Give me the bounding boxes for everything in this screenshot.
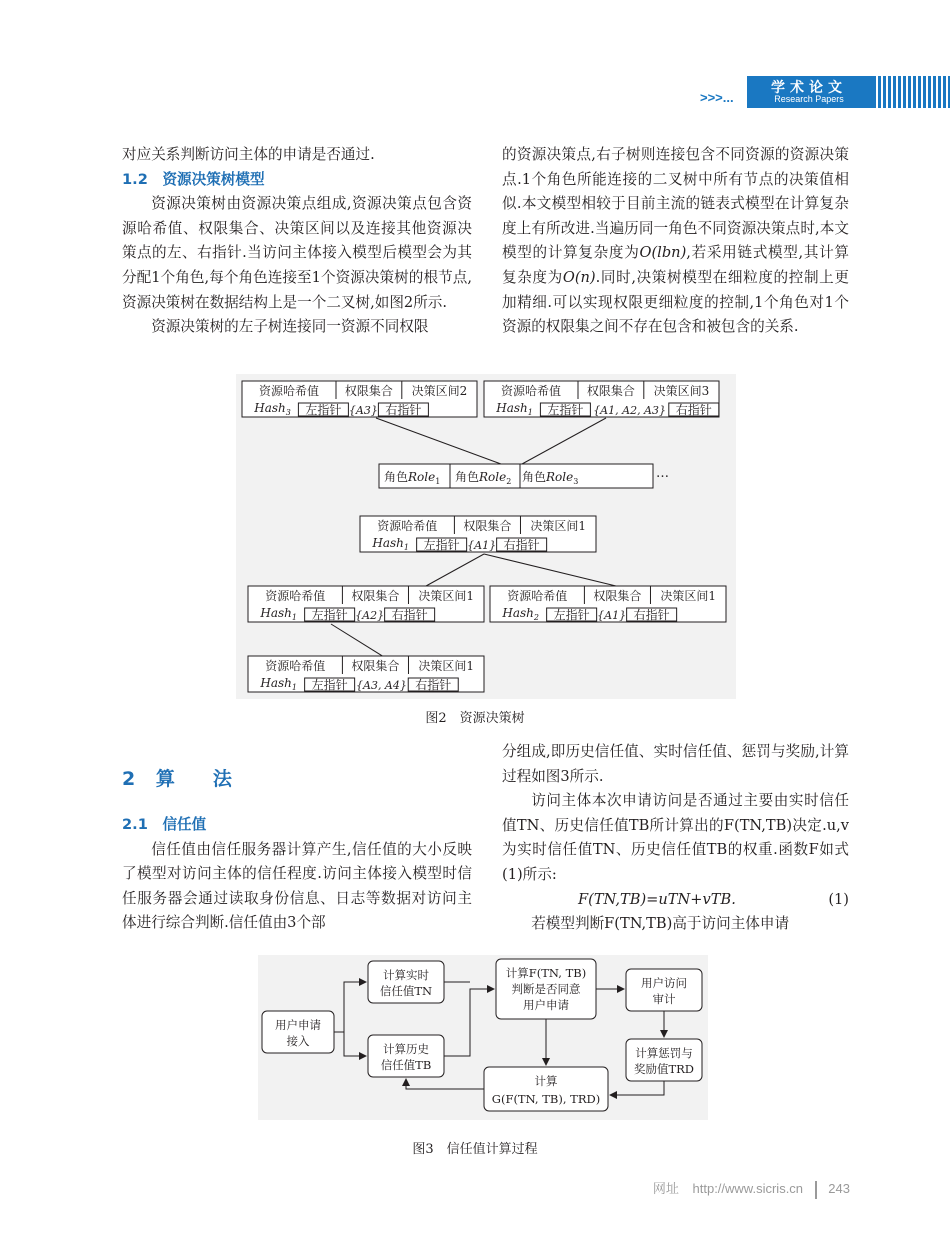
figure-3-caption: 图3 信任值计算过程 <box>412 1142 538 1157</box>
right-column-lower <box>502 740 849 937</box>
interval-label: 决策区间1 <box>418 589 475 603</box>
formula-number: (1) <box>828 890 849 908</box>
hash-label: Hash$_1$ <box>260 606 297 622</box>
perm-set-value: {A2} <box>355 609 385 622</box>
interval-label: 决策区间1 <box>660 589 717 603</box>
decision-node <box>248 656 484 692</box>
role-label: 角色Role$_1$ <box>384 470 441 486</box>
right-pointer: 右指针 <box>415 678 452 692</box>
perm-set-value: {A1} <box>467 539 497 552</box>
math-complexity: O(n) <box>562 268 596 286</box>
hash-value-label: 资源哈希值 <box>377 519 438 533</box>
perm-set-label: 权限集合 <box>593 589 642 603</box>
footer-divider <box>815 1181 817 1199</box>
hash-label: Hash$_1$ <box>496 401 533 417</box>
right-pointer: 右指针 <box>391 608 428 622</box>
text-run: ,若采用链式模型,其计算复杂度为 <box>502 244 849 286</box>
box-label: 判断是否同意 <box>511 982 581 996</box>
hash-label: Hash$_3$ <box>254 401 291 417</box>
left-pointer: 左指针 <box>423 538 460 552</box>
interval-label: 决策区间2 <box>411 384 468 398</box>
left-column <box>122 143 472 340</box>
decision-node <box>242 381 477 417</box>
box-label: 奖励值TRD <box>633 1062 695 1076</box>
section-number: 2 <box>122 768 136 790</box>
perm-set-value: {A3} <box>348 404 378 417</box>
section-heading: 2.1 信任值 <box>122 816 207 833</box>
left-column-lower <box>122 813 472 936</box>
formula: F(TN,TB)=uTN+vTB. <box>578 890 736 908</box>
perm-set-value: {A3, A4} <box>356 679 407 692</box>
box-label: 用户申请 <box>275 1018 321 1032</box>
decision-node <box>248 586 484 622</box>
hash-value-label: 资源哈希值 <box>265 589 326 603</box>
header-arrows: >>>... <box>700 90 734 105</box>
hash-value-label: 资源哈希值 <box>258 384 320 398</box>
page-number: 243 <box>828 1181 850 1196</box>
decision-node <box>490 586 726 622</box>
figure-3-diagram <box>258 955 708 1120</box>
box-label: 计算历史 <box>383 1042 429 1056</box>
interval-label: 决策区间3 <box>653 384 710 398</box>
paragraph: 信任值由信任服务器计算产生,信任值的大小反映了模型对访问主体的信任程度.访问主体接入模型时信任服务器会通过读取身份信息、日志等数据对访问主体进行综合判断.信任值由3个部 <box>122 840 472 932</box>
box-label: 计算F(TN, TB) <box>505 966 587 980</box>
text-run: .同时,决策树模型在细粒度的控制上更加精细.可以实现权限更细粒度的控制,1个角色对1个资源的权限集之间不存在包含和被包含的关系. <box>502 268 849 336</box>
paragraph: 对应关系判断访问主体的申请是否通过. <box>122 146 375 163</box>
formula-row <box>502 888 849 913</box>
role-label: 角色Role$_3$ <box>522 470 579 486</box>
box-label: 用户申请 <box>523 998 569 1012</box>
header-stripes <box>873 76 950 108</box>
page-footer <box>653 1178 850 1199</box>
decision-node <box>484 381 719 417</box>
perm-set-value: {A1} <box>597 609 627 622</box>
box-label: 信任值TB <box>380 1058 432 1072</box>
math-complexity: O(lbn) <box>639 244 687 262</box>
footer-label: 网址 <box>652 1181 679 1196</box>
left-pointer: 左指针 <box>311 608 348 622</box>
interval-label: 决策区间1 <box>530 519 587 533</box>
paragraph: 访问主体本次申请访问是否通过主要由实时信任值TN、历史信任值TB所计算出的F(TN,TB)决定.u,v为实时信任值TN、历史信任值TB的权重.函数F如式(1)所示: <box>502 792 849 883</box>
header-title-en: Research Papers <box>774 94 844 104</box>
section-title: 算 法 <box>155 768 232 790</box>
hash-value-label: 资源哈希值 <box>507 589 568 603</box>
hash-label: Hash$_2$ <box>502 606 539 622</box>
text-run: 的资源决策点,右子树则连接包含不同资源的资源决策点.1个角色所能连接的二叉树中所有节点的决策值相似.本文模型相较于目前主流的链表式模型在计算复杂度上有所改进.当遍历同一角色不同资源决策点时,本文模型的计算复杂度为 <box>502 146 849 262</box>
right-pointer: 右指针 <box>633 608 670 622</box>
hash-value-label: 资源哈希值 <box>265 659 326 673</box>
box-label: 审计 <box>652 992 676 1006</box>
paragraph: 若模型判断F(TN,TB)高于访问主体申请 <box>531 915 790 933</box>
figure-2-caption: 图2 资源决策树 <box>425 711 525 726</box>
box-label: 接入 <box>286 1034 310 1048</box>
perm-set-label: 权限集合 <box>344 384 393 398</box>
hash-value-label: 资源哈希值 <box>500 384 562 398</box>
figure-2-diagram <box>236 374 736 699</box>
role-label: 角色Role$_2$ <box>455 470 512 486</box>
left-pointer: 左指针 <box>305 403 342 417</box>
left-pointer: 左指针 <box>553 608 590 622</box>
paragraph: 资源决策树的左子树连接同一资源不同权限 <box>151 318 429 336</box>
right-column <box>502 143 849 340</box>
perm-set-value: {A1, A2, A3} <box>593 404 667 417</box>
paragraph: 资源决策树由资源决策点组成,资源决策点包含资源哈希值、权限集合、决策区间以及连接其他资源决策点的左、右指针.当访问主体接入模型后模型会为其分配1个角色,每个角色连接至1个资源决策树的根节点,资源决策树在数据结构上是一个二叉树,如图2所示. <box>122 195 472 311</box>
section-heading: 1.2 资源决策树模型 <box>122 170 265 188</box>
box-label: 计算惩罚与 <box>635 1046 693 1060</box>
perm-set-label: 权限集合 <box>351 659 400 673</box>
box-label: 计算实时 <box>383 968 429 982</box>
paragraph: 分组成,即历史信任值、实时信任值、惩罚与奖励,计算过程如图3所示. <box>502 743 849 785</box>
left-pointer: 左指针 <box>547 403 584 417</box>
decision-node <box>360 516 596 552</box>
header-title-cn: 学术论文 <box>771 80 847 96</box>
perm-set-label: 权限集合 <box>351 589 400 603</box>
journal-header <box>700 76 950 110</box>
right-pointer: 右指针 <box>385 403 422 417</box>
perm-set-label: 权限集合 <box>586 384 635 398</box>
box-label: 用户访问 <box>641 976 687 990</box>
footer-url[interactable]: http://www.sicris.cn <box>692 1181 804 1196</box>
header-banner <box>747 76 950 108</box>
paragraph <box>502 143 849 340</box>
right-pointer: 右指针 <box>503 538 540 552</box>
section-2-heading <box>122 764 232 791</box>
box-label: 信任值TN <box>379 984 433 998</box>
interval-label: 决策区间1 <box>418 659 475 673</box>
perm-set-label: 权限集合 <box>463 519 512 533</box>
box-label: 计算 <box>534 1074 558 1088</box>
hash-label: Hash$_1$ <box>372 536 409 552</box>
left-pointer: 左指针 <box>311 678 348 692</box>
box-label: G(F(TN, TB), TRD) <box>491 1092 601 1106</box>
hash-label: Hash$_1$ <box>260 676 297 692</box>
roles-ellipsis: … <box>656 466 669 481</box>
right-pointer: 右指针 <box>675 403 712 417</box>
